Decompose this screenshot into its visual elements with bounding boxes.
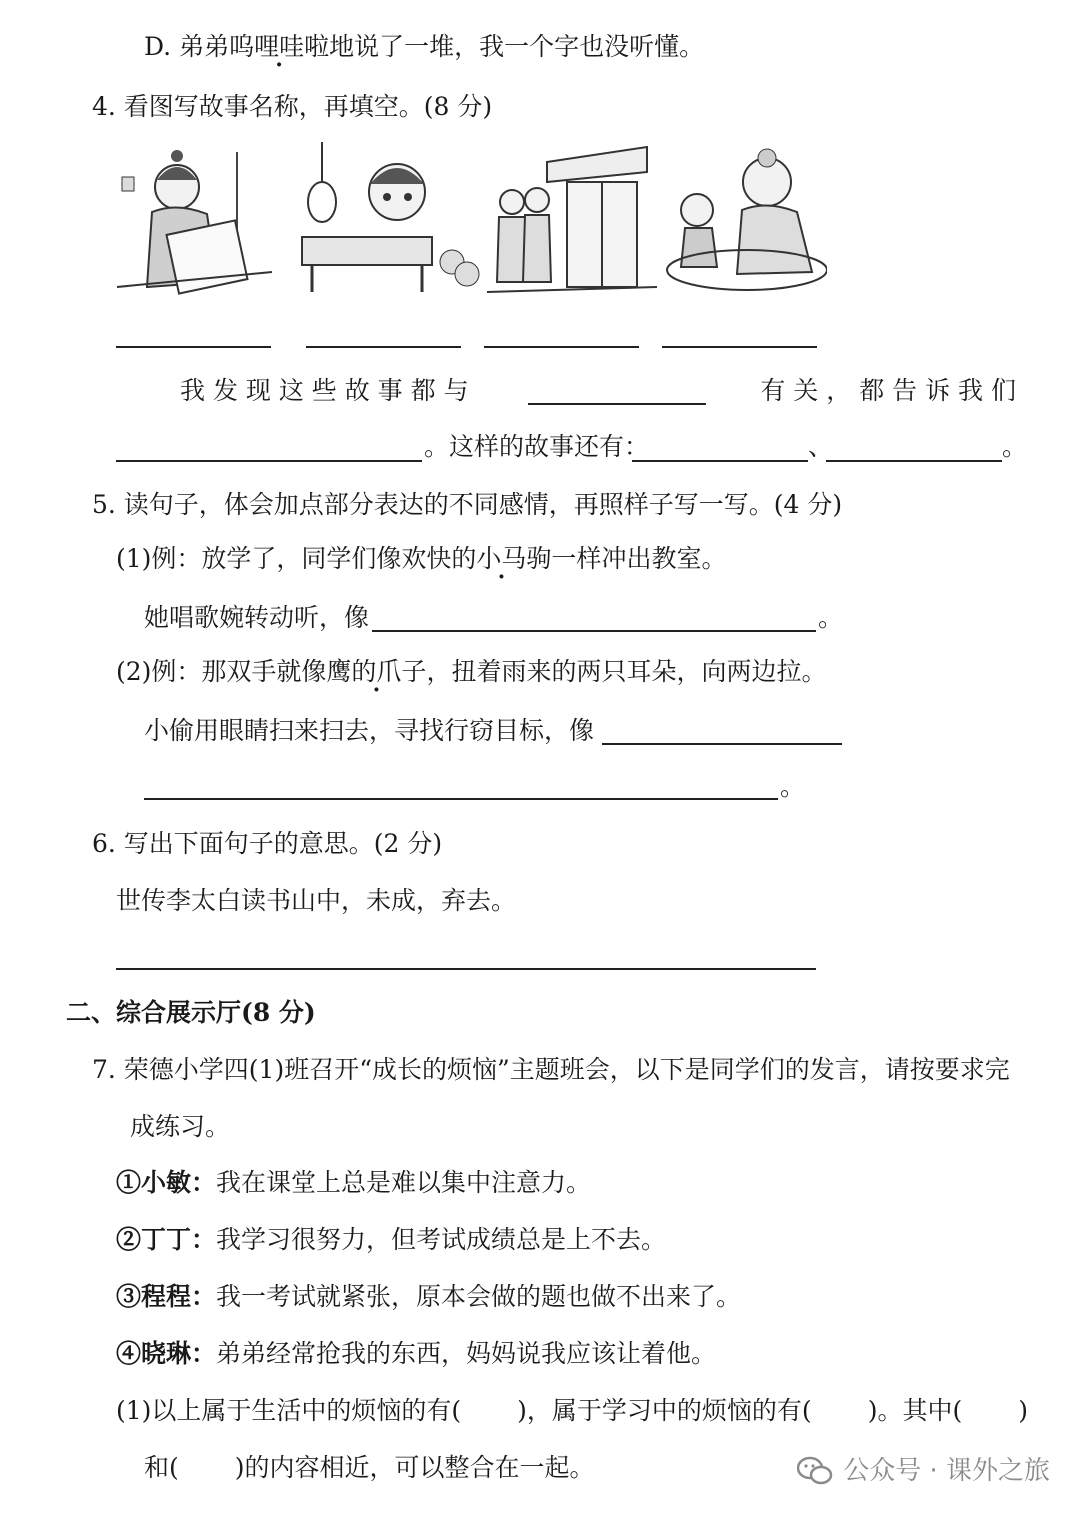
- q7-stem-1: 7. 荣德小学四(1)班召开“成长的烦恼”主题班会，以下是同学们的发言，请按要求完: [92, 1055, 1010, 1084]
- q4-fill-line-1: 我 发 现 这 些 故 事 都 与: [180, 376, 469, 405]
- dotted-phrase: 鹰的爪子: [326, 657, 427, 686]
- q5-answer-1[interactable]: [372, 630, 816, 632]
- other-story-blank-2[interactable]: [826, 460, 1002, 462]
- boy-studying-by-lamp-icon: [292, 142, 482, 302]
- students-at-gate-icon: [487, 142, 657, 302]
- q7-item: ②丁丁：我学习很努力，但考试成绩总是上不去。: [116, 1225, 667, 1254]
- other-story-blank-1[interactable]: [632, 460, 808, 462]
- q7-item: ④晓琳：弟弟经常抢我的东西，妈妈说我应该让着他。: [116, 1339, 717, 1368]
- q7-sub1-line1: (1)以上属于生活中的烦恼的有( )，属于学习中的烦恼的有( )。其中( ): [116, 1396, 1028, 1425]
- story-name-blank-2[interactable]: [306, 346, 461, 348]
- q4-fill-line-1b: 有 关 ， 都 告 诉 我 们: [760, 376, 1016, 405]
- wechat-icon: [797, 1456, 833, 1486]
- q4-fill-line-2a: 。这样的故事还有：: [424, 432, 650, 461]
- q4-fill-sep: 、: [808, 432, 834, 461]
- q5-title: 5. 读句子，体会加点部分表达的不同感情，再照样子写一写。(4 分): [92, 490, 843, 519]
- watermark: [797, 1456, 1050, 1487]
- q5-task-1-end: 。: [818, 603, 844, 632]
- q4-title: 4. 看图写故事名称，再填空。(8 分): [92, 92, 493, 121]
- q7-item: ③程程：我一考试就紧张，原本会做的题也做不出来了。: [116, 1282, 742, 1311]
- dotted-word: 呜哩哇啦: [229, 32, 330, 61]
- q5-task-2: 小偷用眼睛扫来扫去，寻找行窃目标，像: [144, 716, 595, 745]
- boy-with-old-woman-icon: [657, 142, 827, 302]
- theme-blank[interactable]: [528, 403, 706, 405]
- q7-item: ①小敏：我在课堂上总是难以集中注意力。: [116, 1168, 592, 1197]
- story-pictures: [112, 142, 822, 302]
- story-name-blank-1[interactable]: [116, 346, 271, 348]
- section-2-title: 二、综合展示厅(8 分): [66, 998, 316, 1027]
- boy-reading-scroll-icon: [112, 142, 282, 302]
- dotted-phrase: 欢快的小马驹一样 ·: [401, 544, 601, 574]
- q4-fill-end: 。: [1002, 432, 1028, 461]
- q3-option-d: D. 弟弟呜哩哇啦地说了一堆，我一个字也没听懂。: [144, 32, 705, 61]
- q5-example-1: (1)例：放学了，同学们像欢快的小马驹一样 ·冲出教室。: [116, 544, 726, 574]
- q5-answer-2b[interactable]: [144, 798, 778, 800]
- watermark-text: 公众号 · 课外之旅: [843, 1455, 1050, 1486]
- q7-sub1-line2: 和( )的内容相近，可以整合在一起。: [144, 1453, 595, 1482]
- q7-stem-2: 成练习。: [130, 1112, 231, 1141]
- q5-task-2-end: 。: [780, 772, 806, 801]
- q6-answer[interactable]: [116, 968, 816, 970]
- story-name-blank-3[interactable]: [484, 346, 639, 348]
- story-name-blank-4[interactable]: [662, 346, 817, 348]
- q5-task-1: 她唱歌婉转动听，像: [144, 603, 370, 632]
- lesson-blank[interactable]: [116, 460, 422, 462]
- q6-sentence: 世传李太白读书山中，未成，弃去。: [116, 886, 517, 915]
- q5-example-2: (2)例：那双手就像鹰的爪子，扭着雨来的两只耳朵，向两边拉。: [116, 657, 827, 686]
- q5-answer-2a[interactable]: [602, 743, 842, 745]
- q6-title: 6. 写出下面句子的意思。(2 分): [92, 829, 443, 858]
